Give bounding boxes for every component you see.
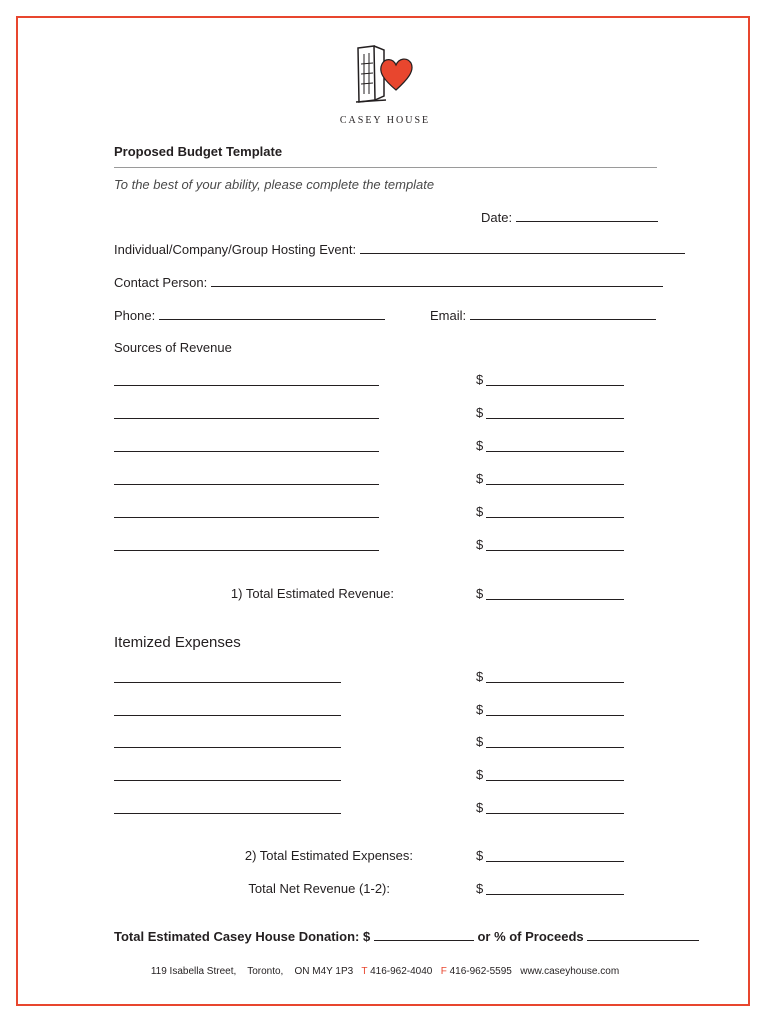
brand-name: CASEY HOUSE <box>339 115 431 126</box>
donation-label: Total Estimated Casey House Donation: $ <box>114 929 371 944</box>
currency-sign: $ <box>476 372 484 387</box>
email-input-line[interactable] <box>470 308 656 320</box>
donation-amount-line[interactable] <box>374 929 474 941</box>
net-revenue-label: Total Net Revenue (1-2): <box>248 881 390 896</box>
phone-field <box>114 308 385 323</box>
date-input-line[interactable] <box>516 210 658 222</box>
casey-house-logo-icon <box>354 44 416 104</box>
revenue-source-line[interactable] <box>114 385 379 386</box>
revenue-heading: Sources of Revenue <box>114 340 232 355</box>
revenue-amount-line[interactable] <box>486 451 624 452</box>
revenue-amount-line[interactable] <box>486 418 624 419</box>
form-instruction: To the best of your ability, please complete the template <box>114 177 435 192</box>
currency-sign: $ <box>476 702 484 717</box>
currency-sign: $ <box>476 438 484 453</box>
expense-amount-line[interactable] <box>486 813 624 814</box>
net-revenue-amount-line[interactable] <box>486 894 624 895</box>
host-input-line[interactable] <box>360 242 685 254</box>
currency-sign: $ <box>476 734 484 749</box>
expense-item-line[interactable] <box>114 682 341 683</box>
expense-amount-line[interactable] <box>486 682 624 683</box>
proceeds-input-line[interactable] <box>587 929 699 941</box>
currency-sign: $ <box>476 471 484 486</box>
form-title: Proposed Budget Template <box>114 144 283 159</box>
total-expenses-amount-line[interactable] <box>486 861 624 862</box>
total-expenses-label: 2) Total Estimated Expenses: <box>244 848 413 863</box>
currency-sign: $ <box>476 767 484 782</box>
phone-input-line[interactable] <box>159 308 385 320</box>
host-field <box>114 242 685 257</box>
date-field <box>481 210 658 225</box>
footer-fax: 416-962-5595 <box>449 966 512 977</box>
revenue-amount-line[interactable] <box>486 484 624 485</box>
footer-city: Toronto, <box>247 966 284 977</box>
footer-address: 119 Isabella Street, <box>150 966 237 977</box>
footer-phone-letter: T <box>361 966 368 977</box>
proceeds-label: or % of Proceeds <box>477 929 584 944</box>
currency-sign: $ <box>476 848 484 863</box>
total-revenue-amount-line[interactable] <box>486 599 624 600</box>
host-label: Individual/Company/Group Hosting Event: <box>114 242 357 257</box>
phone-label: Phone: <box>114 308 156 323</box>
currency-sign: $ <box>476 405 484 420</box>
currency-sign: $ <box>476 537 484 552</box>
footer-website[interactable]: www.caseyhouse.com <box>520 966 620 977</box>
contact-label: Contact Person: <box>114 275 208 290</box>
revenue-source-line[interactable] <box>114 517 379 518</box>
footer-contact <box>0 966 770 977</box>
revenue-source-line[interactable] <box>114 418 379 419</box>
revenue-amount-line[interactable] <box>486 517 624 518</box>
revenue-amount-line[interactable] <box>486 385 624 386</box>
expense-amount-line[interactable] <box>486 780 624 781</box>
currency-sign: $ <box>476 669 484 684</box>
email-field <box>430 308 656 323</box>
footer-postal: ON M4Y 1P3 <box>294 966 354 977</box>
expense-item-line[interactable] <box>114 715 341 716</box>
expense-item-line[interactable] <box>114 813 341 814</box>
donation-field <box>114 929 699 944</box>
expense-item-line[interactable] <box>114 780 341 781</box>
expenses-heading: Itemized Expenses <box>114 634 241 651</box>
date-label: Date: <box>481 210 513 225</box>
currency-sign: $ <box>476 504 484 519</box>
expense-amount-line[interactable] <box>486 715 624 716</box>
currency-sign: $ <box>476 881 484 896</box>
total-revenue-label: 1) Total Estimated Revenue: <box>230 586 394 601</box>
contact-field <box>114 275 663 290</box>
revenue-source-line[interactable] <box>114 451 379 452</box>
currency-sign: $ <box>476 586 484 601</box>
expense-item-line[interactable] <box>114 747 341 748</box>
footer-phone: 416-962-4040 <box>370 966 433 977</box>
footer-fax-letter: F <box>440 966 447 977</box>
contact-input-line[interactable] <box>211 275 663 287</box>
currency-sign: $ <box>476 800 484 815</box>
revenue-source-line[interactable] <box>114 550 379 551</box>
revenue-amount-line[interactable] <box>486 550 624 551</box>
expense-amount-line[interactable] <box>486 747 624 748</box>
revenue-source-line[interactable] <box>114 484 379 485</box>
title-divider <box>114 167 657 168</box>
email-label: Email: <box>430 308 467 323</box>
